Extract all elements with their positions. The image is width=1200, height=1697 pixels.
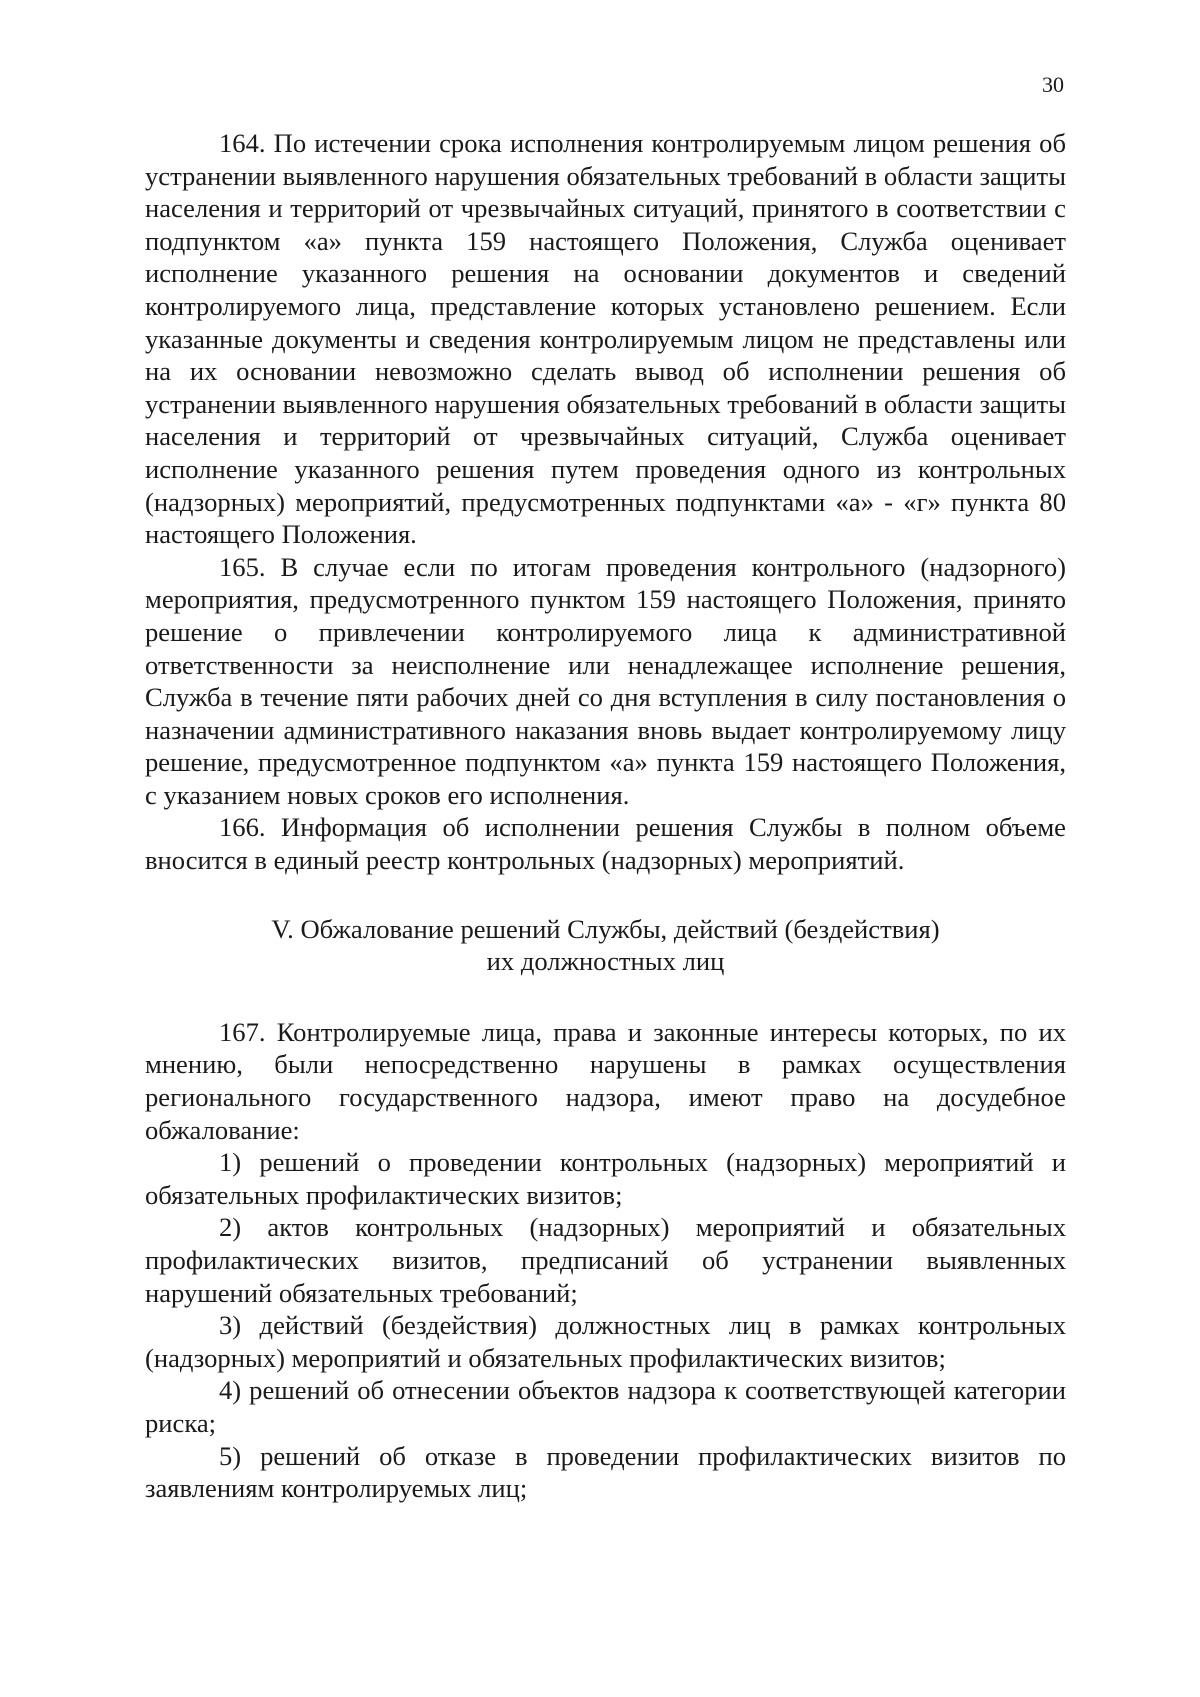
paragraph-165: 165. В случае если по итогам проведения контрольного (надзорного) мероприятия, предусмотренного пунктом 159 настоящего Положения, принято решение о привлечении контролируемого лица к административной ответственности за неисполнение или ненадлежащее исполнение решения, Служба в течение пяти рабочих дней со дня вступления в силу постановления о назначении административного наказания вновь выдает контролируемому лицу решение, предусмотренное подпунктом «а» пункта 159 настоящего Положения, с указанием новых сроков его исполнения. (145, 551, 1066, 810)
list-item-3: 3) действий (бездействия) должностных лиц в рамках контрольных (надзорных) мероприятий и обязательных профилактических визитов; (145, 1310, 1066, 1373)
page-number: 30 (1042, 72, 1064, 97)
list-item-5: 5) решений об отказе в проведении профилактических визитов по заявлениям контролируемых лиц; (145, 1440, 1066, 1504)
list-item-1: 1) решений о проведении контрольных (надзорных) мероприятий и обязательных профилактических визитов; (145, 1147, 1066, 1210)
section-heading (145, 913, 1066, 978)
list-item-4: 4) решений об отнесении объектов надзора к соответствующей категории риска; (145, 1375, 1066, 1438)
document-body (145, 127, 1066, 1505)
section-heading-line-2: их должностных лиц (486, 946, 725, 977)
list-item-2: 2) актов контрольных (надзорных) мероприятий и обязательных профилактических визитов, предписаний об устранении выявленных нарушений обязательных требований; (145, 1212, 1066, 1308)
paragraph-166: 166. Информация об исполнении решения Службы в полном объеме вносится в единый реестр контрольных (надзорных) мероприятий. (145, 812, 1066, 876)
paragraph-167: 167. Контролируемые лица, права и законные интересы которых, по их мнению, были непосредственно нарушены в рамках осуществления регионального государственного надзора, имеют право на досудебное обжалование: (145, 1016, 1066, 1145)
section-heading-line-1: V. Обжалование решений Службы, действий (бездействия) (271, 913, 940, 944)
paragraph-164: 164. По истечении срока исполнения контролируемым лицом решения об устранении выявленного нарушения обязательных требований в области защиты населения и территорий от чрезвычайных ситуаций, принятого в соответствии с подпунктом «а» пункта 159 настоящего Положения, Служба оценивает исполнение указанного решения на основании документов и сведений контролируемого лица, представление которых установлено решением. Если указанные документы и сведения контролируемым лицом не представлены или на их основании невозможно сделать вывод об исполнении решения об устранении выявленного нарушения обязательных требований в области защиты населения и территорий от чрезвычайных ситуаций, Служба оценивает исполнение указанного решения путем проведения одного из контрольных (надзорных) мероприятий, предусмотренных подпунктами «а» - «г» пункта 80 настоящего Положения. (145, 128, 1066, 550)
